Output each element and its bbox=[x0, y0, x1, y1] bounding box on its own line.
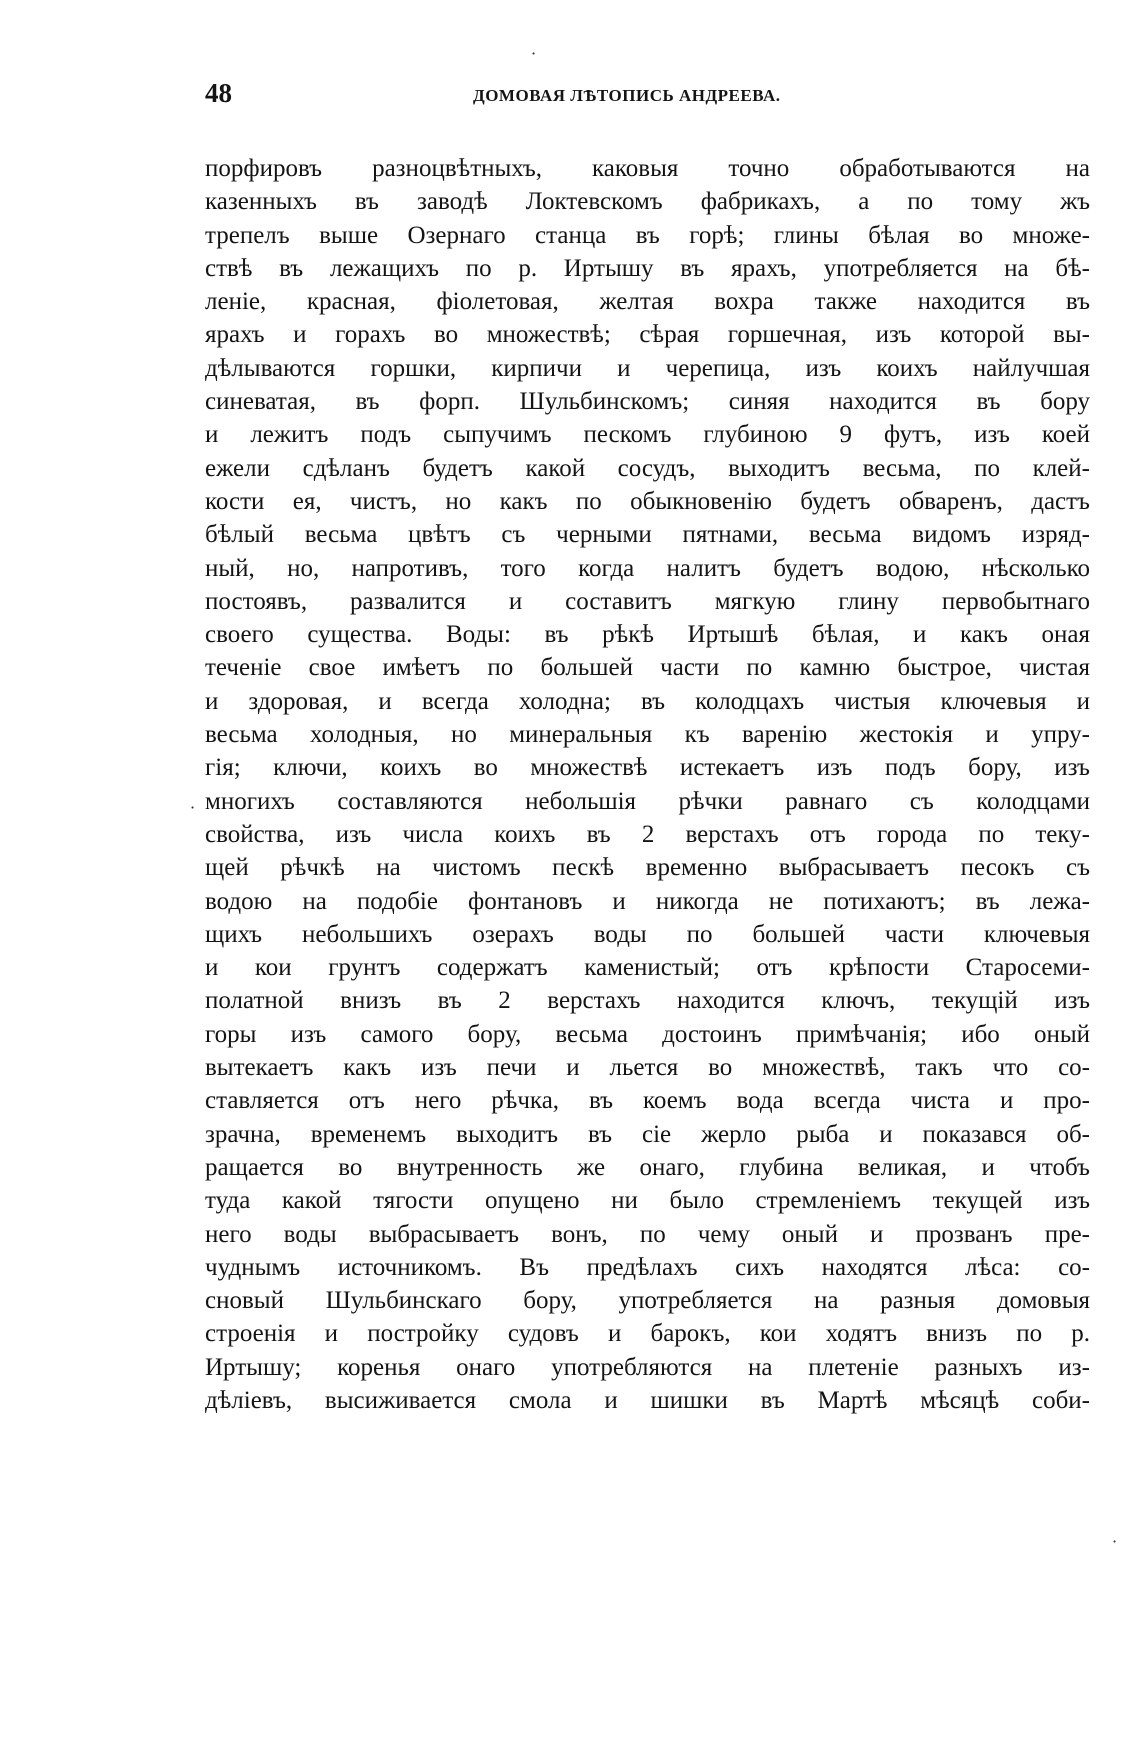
text-line: и кои грунтъ содержатъ каменистый; отъ крѣпости Старосеми- bbox=[205, 954, 1090, 982]
text-line: многихъ составляются небольшія рѣчки равнаго съ колодцами bbox=[205, 787, 1090, 815]
speck-mark: · bbox=[190, 798, 196, 817]
text-line: и лежитъ подъ сыпучимъ пескомъ глубиною 9 футъ, изъ коей bbox=[205, 421, 1090, 449]
speck-mark: · bbox=[1112, 1532, 1118, 1551]
text-line: бѣлый весьма цвѣтъ съ черными пятнами, весьма видомъ изряд- bbox=[205, 521, 1090, 549]
text-line: синеватая, въ форп. Шульбинскомъ; синяя находится въ бору bbox=[205, 388, 1090, 416]
page-header bbox=[205, 78, 1085, 118]
text-line: сновый Шульбинскаго бору, употребляется на разныя домовыя bbox=[205, 1287, 1090, 1315]
body-text bbox=[205, 152, 1090, 1417]
speck-mark: · bbox=[531, 44, 537, 63]
text-line: свойства, изъ числа коихъ въ 2 верстахъ отъ города по теку- bbox=[205, 820, 1090, 848]
text-line: Иртышу; коренья онаго употребляются на плетеніе разныхъ из- bbox=[205, 1353, 1090, 1381]
text-line: дѣліевъ, высиживается смола и шишки въ Мартѣ мѣсяцѣ соби- bbox=[205, 1386, 1090, 1414]
text-line: чуднымъ источникомъ. Въ предѣлахъ сихъ находятся лѣса: со- bbox=[205, 1253, 1090, 1281]
text-line: ежели сдѣланъ будетъ какой сосудъ, выходитъ весьма, по клей- bbox=[205, 454, 1090, 482]
text-line: ный, но, напротивъ, того когда налитъ будетъ водою, нѣсколько bbox=[205, 554, 1090, 582]
text-line: постоявъ, развалится и составитъ мягкую глину первобытнаго bbox=[205, 587, 1090, 615]
text-line: ярахъ и горахъ во множествѣ; сѣрая горшечная, изъ которой вы- bbox=[205, 321, 1090, 349]
text-line: леніе, красная, фіолетовая, желтая вохра также находится въ bbox=[205, 288, 1090, 316]
text-line: ствѣ въ лежащихъ по р. Иртышу въ ярахъ, употребляется на бѣ- bbox=[205, 254, 1090, 282]
text-line: гія; ключи, коихъ во множествѣ истекаетъ изъ подъ бору, изъ bbox=[205, 754, 1090, 782]
text-line: своего существа. Воды: въ рѣкѣ Иртышѣ бѣлая, и какъ оная bbox=[205, 621, 1090, 649]
text-line: водою на подобіе фонтановъ и никогда не потихаютъ; въ лежа- bbox=[205, 887, 1090, 915]
text-line: теченіе свое имѣетъ по большей части по камню быстрое, чистая bbox=[205, 654, 1090, 682]
text-line: порфировъ разноцвѣтныхъ, каковыя точно обработываются на bbox=[205, 155, 1090, 182]
text-line: казенныхъ въ заводѣ Локтевскомъ фабрикахъ, а по тому жъ bbox=[205, 188, 1090, 216]
text-line: полатной внизъ въ 2 верстахъ находится ключъ, текущій изъ bbox=[205, 987, 1090, 1015]
text-line: зрачна, временемъ выходитъ въ сіе жерло рыба и показався об- bbox=[205, 1120, 1090, 1148]
text-line: ращается во внутренность же онаго, глубина великая, и чтобъ bbox=[205, 1153, 1090, 1181]
running-title: ДОМОВАЯ ЛѢТОПИСЬ АНДРЕЕВА. bbox=[473, 86, 781, 105]
text-line: ставляется отъ него рѣчка, въ коемъ вода всегда чиста и про- bbox=[205, 1087, 1090, 1115]
text-line: щихъ небольшихъ озерахъ воды по большей части ключевыя bbox=[205, 920, 1090, 948]
text-line: кости ея, чистъ, но какъ по обыкновенію будетъ обваренъ, дастъ bbox=[205, 487, 1090, 515]
text-line: трепелъ выше Озернаго станца въ горѣ; глины бѣлая во множе- bbox=[205, 221, 1090, 249]
text-line: весьма холодныя, но минеральныя къ варенію жестокія и упру- bbox=[205, 721, 1090, 749]
text-line: щей рѣчкѣ на чистомъ пескѣ временно выбрасываетъ песокъ съ bbox=[205, 854, 1090, 882]
text-line: дѣлываются горшки, кирпичи и черепица, изъ коихъ найлучшая bbox=[205, 354, 1090, 382]
text-line: вытекаетъ какъ изъ печи и льется во множествѣ, такъ что со- bbox=[205, 1054, 1090, 1082]
page-number: 48 bbox=[205, 78, 232, 108]
text-line: туда какой тягости опущено ни было стремленіемъ текущей изъ bbox=[205, 1187, 1090, 1215]
text-line: и здоровая, и всегда холодна; въ колодцахъ чистыя ключевыя и bbox=[205, 687, 1090, 715]
text-line: строенія и постройку судовъ и барокъ, кои ходятъ внизъ по р. bbox=[205, 1320, 1090, 1348]
text-line: него воды выбрасываетъ вонъ, по чему оный и прозванъ пре- bbox=[205, 1220, 1090, 1248]
text-line: горы изъ самого бору, весьма достоинъ примѣчанія; ибо оный bbox=[205, 1020, 1090, 1048]
